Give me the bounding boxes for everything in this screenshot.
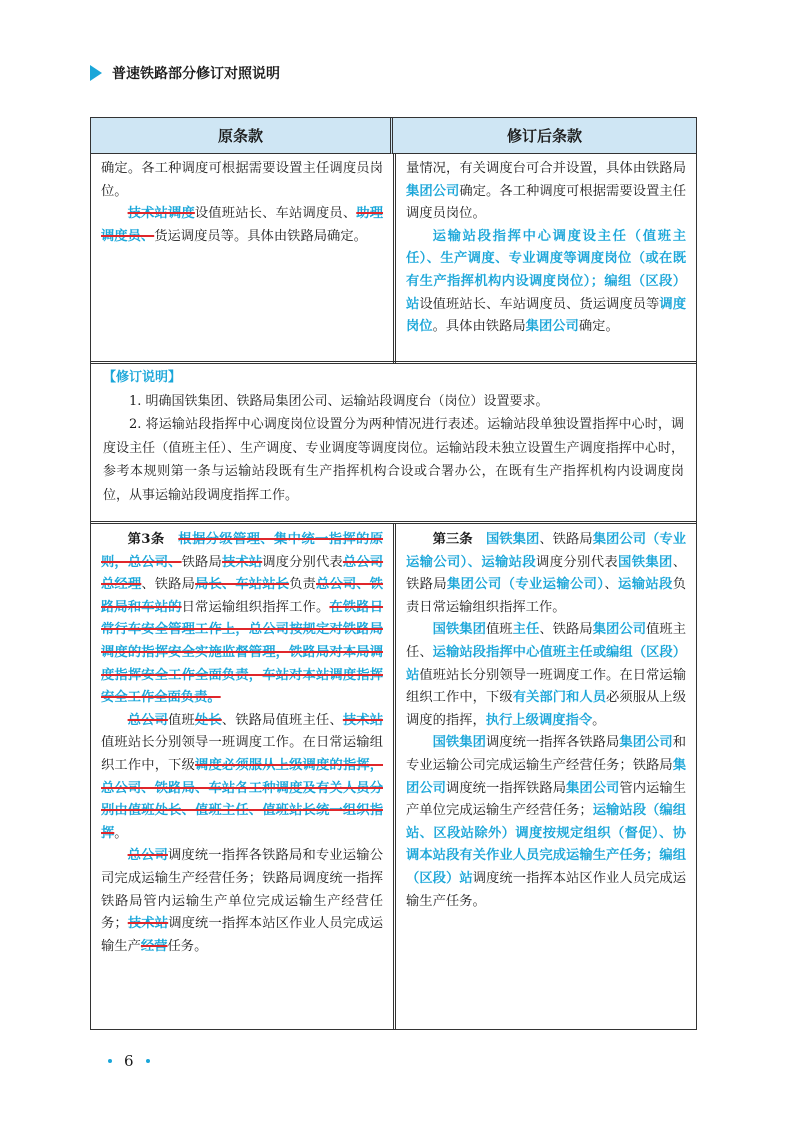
deleted-text: 技术站 [221,554,263,570]
added-text: 运输站段（编组站、区段站除外）调度按规定组织（督促）、协调本站段有关作业人员完成运输生产任务；编组（区段）站 [406,803,687,886]
revision-note-title: 【修订说明】 [103,370,182,385]
added-text: 运输站段指挥中心调度设主任（值班主任）、生产调度、专业调度等调度岗位（或在既有生产指挥机构内设调度岗位）；编组（区段）站 [406,228,686,312]
cell-paragraph [101,845,383,958]
text-run: 值班主任、 [406,622,687,660]
cell-paragraph [406,529,686,619]
added-text: 有关部门和人员 [512,690,607,706]
added-text: 集团公司 [406,183,460,199]
deleted-text: 助理调度员、 [101,206,384,244]
text-run: 铁路局 [181,554,222,570]
text-run: 、铁路局值班主任、 [221,712,343,728]
text-run: 确定。各工种调度可根据需要设置主任调度员岗位。 [406,183,687,222]
text-run: 任务。 [167,938,208,954]
cell-paragraph [406,226,686,339]
deleted-text: 局长、车站站长 [195,577,290,593]
deleted-text: 在铁路日常行车安全管理工作上，总公司按规定对铁路局调度的指挥安全实施监督管理，铁路局对本局调度指挥安全工作全面负责，车站对本站调度指挥安全工作全面负责。 [101,599,384,706]
cell-paragraph [406,158,686,226]
deleted-text: 总公司 [127,848,168,864]
page-footer [96,1052,162,1070]
text-run: 第三条 [432,532,473,547]
page-number: 6 [124,1052,134,1070]
text-run: 值班 [167,712,195,728]
text-run: 量情况，有关调度台可合并设置，具体由铁路局 [406,161,686,176]
column-header-original: 原条款 [91,118,393,154]
text-run: 调度统一指挥本站区作业人员完成运输生产 [101,916,384,954]
text-run [165,532,179,547]
text-run: 、铁路局 [539,532,593,547]
revision-note-item-2: 2. 将运输站段指挥中心调度岗位设置分为两种情况进行表述。运输站段单独设置指挥中心时，调度设主任（值班主任）、生产调度、专业调度等调度岗位。运输站段未独立设置生产调度指挥中心时，参考本规则第一条与运输站段既有生产指挥机构合设或合署办公，在既有生产指挥机构内设调度岗位，从事运输站段调度指挥工作。 [103,417,684,503]
added-text: 集团公司 [592,622,647,638]
added-text: 集团公司（专业运输公司） [447,577,605,593]
added-text: 国铁集团 [618,554,673,570]
added-text: 集团公司 [525,319,579,335]
text-run: 。 [114,825,128,841]
text-run: 和专业运输公司完成运输生产经营任务；铁路局 [406,735,687,773]
cell-paragraph [406,732,686,913]
running-header [90,62,280,84]
text-run: 调度统一指挥本站区作业人员完成运输生产任务。 [406,870,687,909]
added-text: 运输站段指挥中心值班主任或编组（区段）站 [406,644,687,683]
revision-note-item-1: 1. 明确国铁集团、铁路局集团公司、运输站段调度台（岗位）设置要求。 [129,393,549,409]
text-run: 、铁路局 [539,622,593,638]
column-header-revised: 修订后条款 [393,118,696,154]
row1-revised-cell [396,156,696,341]
revision-note [91,364,696,509]
deleted-text: 技术站 [127,916,169,932]
text-run: 值班站长分别领导一班调度工作。在日常运输组织工作中，下级 [101,735,383,773]
text-run: 设值班站长、车站调度员、 [194,206,357,222]
cell-paragraph [101,158,383,203]
text-run: 、 [604,577,619,593]
text-run: 必须服从上级调度的指挥， [406,690,687,728]
deleted-text: 经营 [140,938,168,954]
cell-paragraph [101,529,383,710]
text-run: 货运调度员等。具体由铁路局确定。 [154,228,367,244]
text-run: 管内运输生产单位完成运输生产经营任务； [406,780,687,819]
comparison-table [90,117,697,1030]
added-text: 集团公司 [406,757,686,796]
table-header-row [91,118,696,154]
row2-original-cell [91,527,393,960]
deleted-text: 处长 [194,712,222,728]
deleted-text: 总公司、铁路局和车站的 [101,577,384,615]
text-run: 、铁路局 [406,554,687,593]
added-text: 国铁集团 [432,622,486,638]
added-text: 主任 [512,622,540,638]
dot-icon [146,1059,150,1063]
cell-paragraph [101,710,383,846]
deleted-text: 技术站调度 [127,206,195,222]
deleted-text: 调度必须服从上级调度的指挥，总公司、铁路局、车站各工种调度及有关人员分别由值班处长、值班主任、值班站长统一组织指挥 [101,757,384,841]
text-run: 调度分别代表 [536,554,619,570]
text-run [473,532,486,547]
added-text: 执行上级调度指令 [485,712,593,728]
added-text: 集团公司 [566,780,620,796]
row1-original-cell [91,156,393,250]
row2-revised-cell [396,527,696,915]
text-run: 、铁路局 [141,577,196,593]
text-run: 第3条 [127,532,165,547]
deleted-text: 技术站 [342,712,384,728]
text-run: 。具体由铁路局 [432,319,526,335]
text-run: 负责 [289,577,316,593]
deleted-text: 总公司总经理 [101,554,384,593]
dot-icon [108,1059,112,1063]
text-run: 日常运输组织指挥工作。 [181,599,330,615]
added-text: 集团公司（专业运输公司）、运输站段 [406,532,687,570]
text-run: 确定。各工种调度可根据需要设置主任调度员岗位。 [101,161,383,199]
added-text: 集团公司 [619,735,673,751]
text-run: 调度分别代表 [262,554,343,570]
text-run: 负责日常运输组织指挥工作。 [406,577,687,615]
text-run: 值班站长分别领导一班调度工作。在日常运输组织工作中，下级 [406,667,687,706]
added-text: 国铁集团 [485,532,540,547]
text-run: 设值班站长、车站调度员、货运调度员等 [419,296,660,312]
added-text: 调度岗位 [406,296,687,335]
added-text: 运输站段 [618,577,673,593]
text-run: 。 [592,712,606,728]
text-run: 值班 [485,622,513,638]
header-title: 普速铁路部分修订对照说明 [112,66,280,82]
text-run: 调度统一指挥铁路局 [446,780,567,796]
deleted-text: 总公司 [127,712,168,728]
text-run: 调度统一指挥各铁路局和专业运输公司完成运输生产经营任务；铁路局调度统一指挥铁路局管内运输生产单位完成运输生产经营任务； [101,848,384,932]
cell-paragraph [101,203,383,248]
text-run: 调度统一指挥各铁路局 [485,735,620,751]
text-run: 确定。 [578,319,619,335]
cell-paragraph [406,619,686,732]
triangle-bullet-icon [90,65,102,81]
added-text: 国铁集团 [432,735,486,751]
deleted-text: 根据分级管理、集中统一指挥的原则，总公司、 [101,532,384,570]
